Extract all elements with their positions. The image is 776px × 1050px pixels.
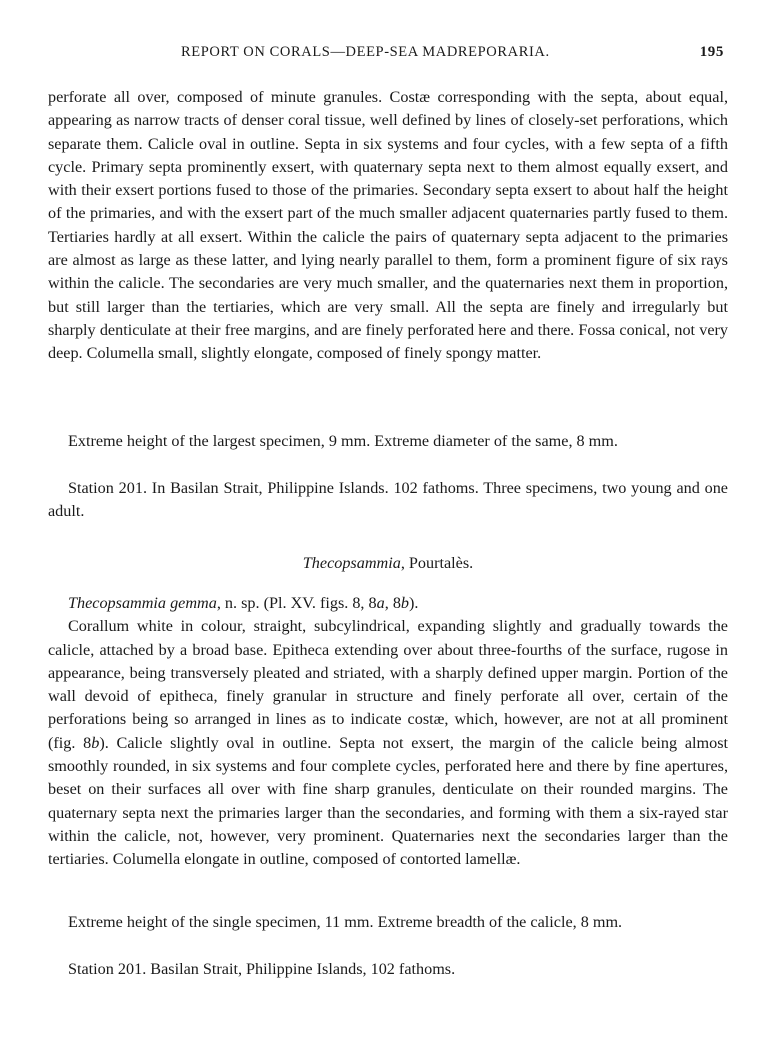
plate-ref-close: ). [409, 594, 419, 612]
description-text: Corallum white in colour, straight, subcylindrical, expanding slightly and gradually towards the calicle, attached by a broad base. Epitheca extending over about three-fourths of the surface, rugose in appearance, being transversely pleated and striated, with a sharply defined upper margin. Portion of the wall devoid of epitheca, finely granular in structure and finely perforate all over, certain of the perforations being so arranged in lines as to indicate costæ, which, however, are not at all prominent (fig. 8 [48, 617, 728, 752]
running-title: REPORT ON CORALS—DEEP-SEA MADREPORARIA. [181, 44, 550, 60]
species-name: Thecopsammia gemma [68, 594, 217, 612]
genus-heading [0, 554, 776, 573]
figure-ref-a: a [376, 594, 385, 612]
paragraph: Station 201. Basilan Strait, Philippine Islands, 102 fathoms. [68, 960, 456, 978]
paragraph: Station 201. In Basilan Strait, Philippine Islands. 102 fathoms. Three specimens, two young and one adult. [48, 479, 728, 521]
description-text: ). Calicle slightly oval in outline. Septa not exsert, the margin of the calicle being almost smoothly rounded, in six systems and four complete cycles, perforated here and there by fine apertures, beset on their surfaces all over with fine sharp granules, denticulate on their rounded margins. The quaternary septa next the primaries larger than the secondaries, and forming with them a six-rayed star within the calicle, not, however, very prominent. Quaternaries next the secondaries larger than the tertiaries. Columella elongate in outline, composed of contorted lamellæ. [48, 733, 728, 869]
locality-second-species [48, 958, 728, 981]
figure-ref: b [91, 733, 100, 752]
genus-authority: , Pourtalès. [400, 554, 474, 572]
measurements-first-species [48, 430, 728, 453]
species-plate-ref: , n. sp. (Pl. XV. figs. 8, 8 [216, 594, 377, 612]
figure-ref-b: b [400, 594, 409, 612]
locality-first-species [48, 477, 728, 524]
genus-name: Thecopsammia [302, 554, 401, 572]
paragraph: Extreme height of the single specimen, 11 mm. Extreme breadth of the calicle, 8 mm. [68, 913, 623, 931]
paragraph: Extreme height of the largest specimen, 9 mm. Extreme diameter of the same, 8 mm. [68, 432, 618, 450]
paragraph [48, 615, 728, 871]
paragraph: perforate all over, composed of minute granules. Costæ corresponding with the septa, about equal, appearing as narrow tracts of denser coral tissue, well defined by lines of closely-set perforations, which separate them. Calicle oval in outline. Septa in six systems and four cycles, with a few septa of a fifth cycle. Primary septa prominently exsert, with quaternary septa next to them almost equally exsert, and with their exsert portions fused to those of the primaries. Secondary septa exsert to about half the height of the primaries, and with the exsert part of the much smaller adjacent quaternaries partly fused to them. Tertiaries hardly at all exsert. Within the calicle the pairs of quaternary septa adjacent to the primaries are almost as large as these latter, and lying nearly parallel to them, form a prominent figure of six rays within the calicle. The secondaries are very much smaller, and the quaternaries next them in proportion, but still larger than the tertiaries, which are very small. All the septa are finely and irregularly but sharply denticulate at their free margins, and are finely perforated here and there. Fossa conical, not very deep. Columella small, slightly elongate, composed of finely spongy matter. [48, 88, 728, 363]
measurements-second-species [48, 911, 728, 934]
page-number: 195 [699, 44, 724, 60]
species-description [48, 592, 728, 872]
plate-ref-sep: , 8 [384, 594, 401, 612]
species-title [48, 592, 728, 615]
description-continued [48, 86, 728, 366]
page-header [48, 44, 728, 66]
